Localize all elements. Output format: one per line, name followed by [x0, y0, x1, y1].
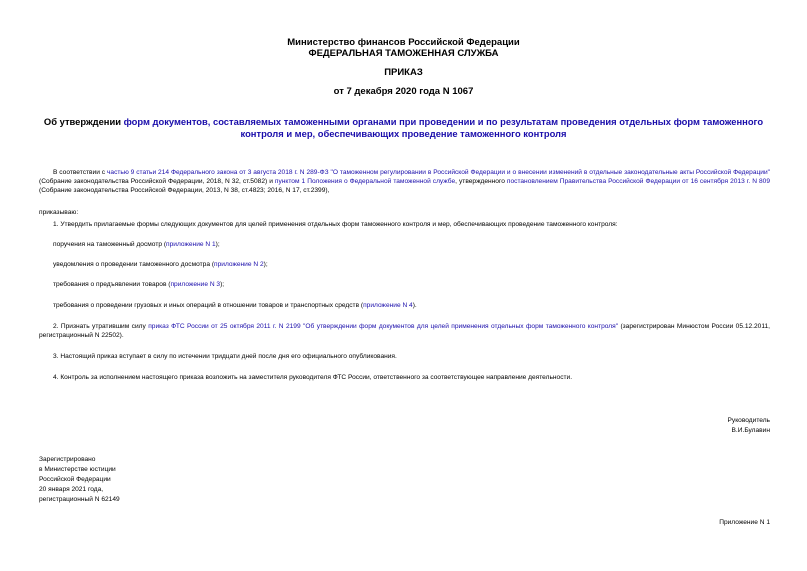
registration-line: Зарегистрировано — [39, 456, 96, 463]
preamble-text-4: (Собрание законодательства Российской Федерации, 2013, N 38, ст.4823; 2016, N 17, ст.2399), — [39, 187, 330, 195]
preamble-text-3: , утвержденного — [455, 178, 507, 186]
preamble-link-decree[interactable]: постановлением Правительства Российской Федерации от 16 сентября 2013 г. N 809 — [506, 178, 770, 186]
form-item-end: ); — [215, 241, 220, 248]
preamble-link-regulation[interactable]: пунктом 1 Положения о Федеральной таможенной службе — [274, 178, 456, 186]
preamble-text-1: В соответствии с — [53, 169, 107, 176]
doc-title — [36, 116, 771, 140]
repealed-order-link[interactable]: приказ ФТС России от 25 октября 2011 г. N 2199 "Об утверждении форм документов для целей применения отдельных форм таможенного контроля" — [148, 323, 619, 330]
form-item-end: ). — [412, 302, 417, 309]
preamble — [39, 168, 770, 196]
signature-position: Руководитель — [727, 417, 770, 424]
registration-line: 20 января 2021 года, — [39, 486, 104, 493]
form-item-text: требования о проведении грузовых и иных операций в отношении товаров и транспортных средств ( — [53, 302, 364, 309]
item-2 — [39, 322, 770, 340]
appendix-4-link[interactable]: приложение N 4 — [363, 302, 413, 309]
item-3: 3. Настоящий приказ вступает в силу по истечении тридцати дней после дня его официального опубликования. — [53, 353, 397, 360]
form-item-text: требования о предъявлении товаров ( — [53, 281, 171, 288]
form-item — [53, 240, 770, 249]
form-item-text: уведомления о проведении таможенного досмотра ( — [53, 261, 215, 268]
registration-line: регистрационный N 62149 — [39, 496, 120, 503]
item-2-text-2: (зарегистрирован Минюстом России 05.12.2011, регистрационный N 22502). — [39, 323, 770, 340]
doc-type: ПРИКАЗ — [384, 67, 423, 78]
appendix-label: Приложение N 1 — [719, 519, 770, 526]
form-item — [53, 301, 770, 310]
form-item-end: ); — [263, 261, 268, 268]
appendix-2-link[interactable]: приложение N 2 — [214, 261, 264, 268]
appendix-3-link[interactable]: приложение N 3 — [170, 281, 221, 288]
preamble-link-law[interactable]: частью 9 статьи 214 Федерального закона от 3 августа 2018 г. N 289-ФЗ "О таможенном регулировании в Российской Федерации и о внесении изменений в отдельные законодательные акты Российской Федерации" — [106, 169, 770, 176]
signature-name: В.И.Булавин — [731, 427, 770, 434]
item-2-text-1: 2. Признать утратившим силу — [53, 323, 149, 330]
orders-word: приказываю: — [39, 209, 79, 216]
service-name: ФЕДЕРАЛЬНАЯ ТАМОЖЕННАЯ СЛУЖБА — [308, 48, 499, 59]
form-item-end: ); — [220, 281, 225, 288]
title-prefix: Об утверждении — [43, 116, 124, 127]
item-1: 1. Утвердить прилагаемые формы следующих документов для целей применения отдельных форм таможенного контроля и мер, обеспечивающих проведение таможенного контроля: — [53, 221, 618, 228]
form-item — [53, 260, 770, 269]
registration-line: Российской Федерации — [39, 476, 111, 483]
preamble-text-2: (Собрание законодательства Российской Федерации, 2018, N 32, ст.5082) и — [39, 178, 275, 186]
form-item-text: поручения на таможенный досмотр ( — [53, 241, 167, 248]
item-4: 4. Контроль за исполнением настоящего приказа возложить на заместителя руководителя ФТС России, ответственного за соответствующее направление деятельности. — [53, 374, 573, 381]
form-item — [53, 280, 770, 289]
ministry-name: Министерство финансов Российской Федерации — [287, 37, 520, 48]
doc-date-number: от 7 декабря 2020 года N 1067 — [333, 86, 474, 97]
appendix-1-link[interactable]: приложение N 1 — [166, 241, 216, 248]
registration-line: в Министерстве юстиции — [39, 466, 116, 473]
title-link[interactable]: форм документов, составляемых таможенными органами при проведении и по результатам проведения отдельных форм таможенного контроля и мер, обеспечивающих проведение таможенного контроля — [123, 116, 764, 139]
